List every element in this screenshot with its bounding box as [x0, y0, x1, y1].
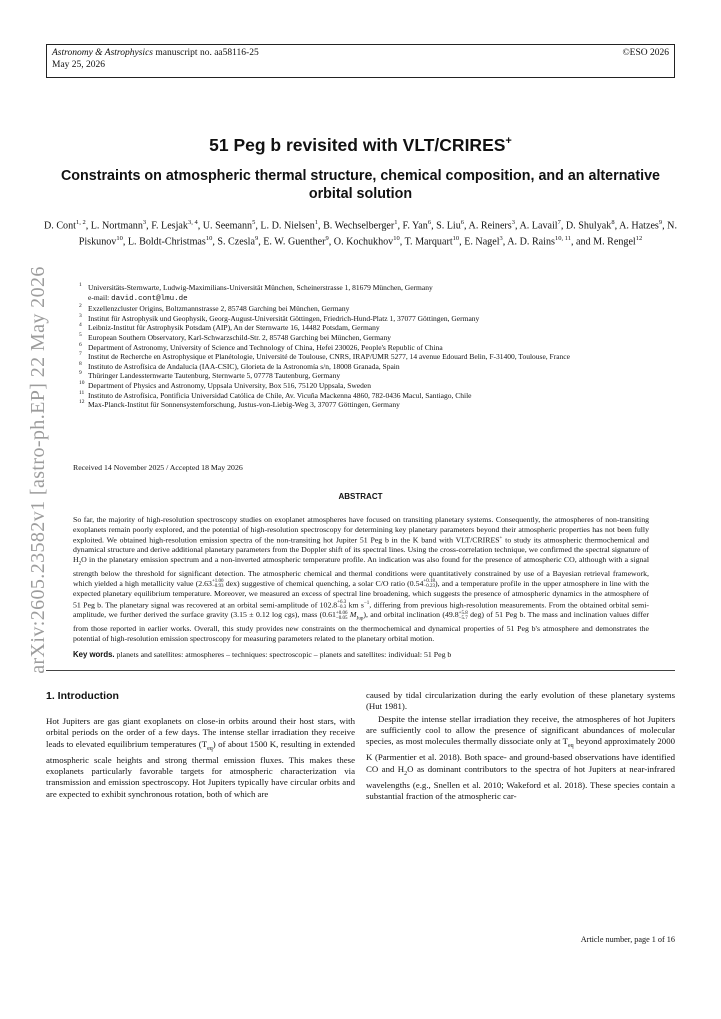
author: L. Nortmann — [90, 220, 143, 232]
affiliation-text: Institut de Recherche en Astrophysique et Planétologie, Université de Toulouse, CNRS, IRAP/UMR 5277, 14 avenue Edouard Belin, F-31400, Toulouse, France — [88, 352, 570, 362]
author: U. Seemann — [202, 220, 253, 232]
affiliation-number: 3 — [79, 312, 82, 319]
paragraph: Hot Jupiters are gas giant exoplanets on close-in orbits around their host stars, with orbital periods on the order of a few days. The intense stellar irradiation they receive leads to elevated equilibrium temperatures $(T_{eq})$ of about 1500 K, resulting in extended atmospheric scale heights and strong thermal emission fluxes. This makes these exoplanets particularly favorable targets for atmospheric characterization via transmission and emission spectroscopy. Hot Jupiters typically have circular orbits and are expected to exhibit synchronous rotation, both of which are — [46, 716, 355, 799]
section-heading-introduction: 1. Introduction — [46, 690, 119, 702]
author-affiliation-mark: 6 — [460, 219, 465, 226]
author-affiliation-mark: 7 — [557, 219, 561, 226]
arxiv-sidebar-id[interactable]: arXiv:2605.23582v1 [astro-ph.EP] 22 May 2026 — [27, 266, 49, 674]
author: A. Lavail — [519, 220, 558, 232]
author-list: D. Cont$^{1, 2}$, L. Nortmann$^3$, F. Lesjak$^{3, 4}$, U. Seemann$^5$, L. D. Nielsen$^1$, B. Wechselberger$^1$, F. Yan$^6$, S. Liu$^6$, A. Reiners$^3$, A. Lavail$^7$, D. Shulyak$^8$, A. Hatzes$^9$, N. Piskunov$^{10}$, L. Boldt-Christmas$^{10}$, S. Czesla$^9$, E. W. Guenther$^9$, O. Kochukhov$^{10}$, T. Marquart$^{10}$, E. Nagel$^3$, A. D. Rains$^{10, 11}$, and M. Rengel$^{12}$ — [43, 219, 677, 248]
affiliation-text: European Southern Observatory, Karl-Schwarzschild-Str. 2, 85748 Garching bei München, Germany — [88, 332, 391, 342]
affiliation — [79, 352, 679, 362]
author-affiliation-mark: 8 — [611, 219, 615, 226]
manuscript-line — [52, 47, 669, 59]
affiliation-text: Max-Planck-Institut für Sonnensystemforschung, Justus-von-Liebig-Weg 3, 37077 Göttingen, Germany — [88, 400, 400, 410]
author: D. Shulyak — [565, 220, 612, 232]
affiliation-number: 9 — [79, 370, 82, 377]
author-affiliation-mark: 3 — [511, 219, 515, 226]
keywords-label: Key words. — [73, 650, 115, 659]
author-affiliation-mark: 10 — [205, 235, 213, 243]
affiliation-text: Instituto de Astrofísica de Andalucía (IAA-CSIC), Glorieta de la Astronomía s/n, 18008 Granada, Spain — [88, 361, 400, 371]
author-affiliation-mark: 12 — [635, 235, 643, 243]
affiliation — [79, 314, 679, 324]
author: A. D. Rains — [507, 236, 555, 248]
author: F. Yan — [402, 220, 428, 232]
affiliation-number: 2 — [79, 303, 82, 310]
author-affiliation-mark: 6 — [427, 219, 432, 226]
abstract-heading: ABSTRACT — [338, 492, 383, 501]
author: S. Liu — [436, 220, 461, 232]
received-accepted-dates: Received 14 November 2025 / Accepted 18 May 2026 — [73, 463, 243, 472]
author-affiliation-mark: 10, 11 — [554, 235, 571, 243]
manuscript-header — [46, 44, 675, 78]
author-affiliation-mark: 3 — [499, 235, 503, 243]
manuscript-number: manuscript no. aa58116-25 — [152, 48, 259, 58]
affiliation — [79, 391, 679, 401]
affiliation — [79, 293, 679, 305]
paragraph: Despite the intense stellar irradiation they receive, the atmospheres of hot Jupiters are sufficiently cool to allow the presence of significant abundances of molecular species, as most molecules thermally dissociate only at $T_{eq}$ beyond approximately 2000 K (Parmentier et al. 2018). Both space- and ground-based observations have identified CO and $H_2O$ as dominant contributors to the spectra of hot Jupiters at near-infrared wavelengths (e.g., Snellen et al. 2010; Wakeford et al. 2018). These species contain a substantial fraction of the atmospheric car- — [366, 713, 675, 801]
author: F. Lesjak — [151, 220, 188, 232]
author: N. Piskunov — [78, 220, 677, 248]
author-affiliation-mark: 1 — [394, 219, 398, 226]
email-link[interactable]: david.cont@lmu.de — [111, 294, 188, 303]
affiliation-text: Thüringer Landessternwarte Tautenburg, Sternwarte 5, 07778 Tautenburg, Germany — [88, 371, 341, 381]
author: T. Marquart — [404, 236, 453, 248]
author: S. Czesla — [217, 236, 255, 248]
paragraph: caused by tidal circularization during the early evolution of these planetary systems (Hut 1981). — [366, 690, 675, 712]
affiliation-text: Department of Physics and Astronomy, Uppsala University, Box 516, 75120 Uppsala, Sweden — [88, 380, 371, 390]
author: B. Wechselberger — [323, 220, 395, 232]
affiliation — [79, 381, 679, 391]
affiliation-number: 1 — [79, 282, 82, 288]
keywords-text: planets and satellites: atmospheres – techniques: spectroscopic – planets and satellites: individual: 51 Peg b — [114, 650, 452, 659]
affiliation — [79, 343, 679, 353]
body-column-left — [46, 716, 355, 800]
affiliation — [79, 371, 679, 381]
author: A. Hatzes — [619, 220, 659, 232]
affiliation-text: Instituto de Astrofísica, Pontificia Universidad Católica de Chile, Av. Vicuña Mackenna 4860, 782-0436 Macul, Santiago, Chile — [88, 390, 472, 400]
affiliation-text: Universitäts-Sternwarte, Ludwig-Maximilians-Universität München, Scheinerstrasse 1, 81679 München, Germany — [88, 283, 433, 292]
journal-name: Astronomy & Astrophysics — [52, 48, 153, 58]
affiliation-text: Institut für Astrophysik und Geophysik, Georg-August-Universität Göttingen, Friedrich-Hund-Platz 1, 37077 Göttingen, Germany — [88, 313, 480, 323]
affiliation — [79, 362, 679, 372]
paper-subtitle: Constraints on atmospheric thermal structure, chemical composition, and an alternative orbital solution — [60, 168, 661, 202]
affiliation-text: Leibniz-Institut für Astrophysik Potsdam (AIP), An der Sternwarte 16, 14482 Potsdam, Germany — [88, 323, 380, 333]
author-affiliation-mark: 3, 4 — [187, 219, 198, 226]
manuscript-date: May 25, 2026 — [52, 60, 106, 70]
affiliation-number: 5 — [79, 331, 82, 338]
page-footer: Article number, page 1 of 16 — [580, 935, 675, 944]
author-affiliation-mark: 9 — [658, 219, 663, 226]
author: A. Reiners — [468, 220, 512, 232]
affiliation — [79, 400, 679, 410]
affiliation-number: 6 — [79, 341, 82, 348]
affiliation-number: 7 — [79, 351, 82, 358]
author-affiliation-mark: 1 — [314, 219, 319, 226]
keywords — [73, 650, 649, 659]
section-divider — [46, 670, 675, 671]
author-affiliation-mark: 10 — [116, 235, 123, 243]
affiliation-text: Department of Astronomy, University of Science and Technology of China, Hefei 230026, People's Republic of China — [88, 342, 443, 352]
author-affiliation-mark: 5 — [252, 219, 256, 226]
author: L. D. Nielsen — [260, 220, 315, 232]
author: D. Cont — [43, 220, 76, 232]
copyright: ©ESO 2026 — [622, 48, 669, 58]
author-affiliation-mark: 9 — [254, 235, 259, 243]
author: E. W. Guenther — [263, 236, 326, 248]
affiliation-text: e-mail: — [88, 292, 112, 302]
author-affiliation-mark: 10 — [452, 235, 460, 243]
body-column-right — [366, 690, 675, 802]
affiliation — [79, 283, 679, 293]
paper-title — [0, 135, 721, 156]
affiliation-number: 11 — [79, 389, 85, 396]
affiliation — [79, 333, 679, 343]
affiliation — [79, 323, 679, 333]
title-sup: + — [505, 135, 512, 148]
affiliation-number: 10 — [79, 379, 85, 386]
affiliation — [79, 304, 679, 314]
affiliation-number: 12 — [79, 399, 85, 406]
title-text: 51 Peg b revisited with VLT/CRIRES — [209, 135, 506, 155]
author-affiliation-mark: 1, 2 — [75, 219, 86, 226]
author: O. Kochukhov — [333, 236, 394, 248]
abstract-text: So far, the majority of high-resolution spectroscopy studies on exoplanet atmospheres have focused on transiting planetary systems. Consequently, the atmospheres of non-transiting exoplanets remain poorly explored, and the potential of high-resolution spectroscopy for determining key planetary parameters beyond their atmospheric properties has not been fully exploited. We obtained high-resolution emission spectra of the non-transiting hot Jupiter 51 Peg b in the K band with VLT/CRIRES+ to study its atmospheric thermochemical and dynamical structure and derive additional planetary parameters from the Doppler shift of its spectral lines. Using the cross-correlation technique, we confirmed the spectral signature of $H_2O$ in the planetary emission spectrum and a non-inverted atmospheric temperature profile. An indication was also found for the presence of atmospheric CO, although with a signal strength below the threshold for significant detection. The atmospheric chemical and thermal conditions were quantitatively constrained by use of a Bayesian retrieval framework, which yielded a high metallicity value (2.63 +1.00 −0.93 dex) suggestive of chemical quenching, a solar C/O ratio (0.54 +0.18 −0.23 ), and a temperature profile in the upper atmosphere in line with the expected planetary equilibrium temperature. Moreover, we measured an excess of spectral line broadening, which suggests the presence of atmospheric dynamics in the atmosphere of 51 Peg b. The planetary signal was recovered at an orbital semi-amplitude of 102.8 +6.3 −0.3 km $s^{-1}$, differing from previous high-resolution measurements. From the obtained orbital semi-amplitude, we further derived the surface gravity (3.15 ± 0.12 log cgs), mass (0.61 +0.06 −0.05 $M_{Jup}$), and orbital inclination (49.8 +5.8 −5.7 deg) of 51 Peg b. The mass and inclination values differ from those reported in earlier works. Overall, this study provides new constraints on the thermochemical and dynamical properties of 51 Peg b's atmosphere and demonstrates the potential of high-resolution emission spectroscopy for measuring parameters related to the planetary orbital motion. — [73, 515, 649, 644]
affiliation-text: Exzellenzcluster Origins, Boltzmannstrasse 2, 85748 Garching bei München, Germany — [88, 304, 350, 314]
author-affiliation-mark: 9 — [325, 235, 329, 243]
author-affiliation-mark: 10 — [393, 235, 400, 243]
affiliation-list — [79, 283, 679, 410]
author: L. Boldt-Christmas — [127, 236, 206, 248]
affiliation-number: 4 — [79, 322, 82, 329]
author-affiliation-mark: 3 — [142, 219, 147, 226]
author: E. Nagel — [464, 236, 500, 248]
author: M. Rengel — [593, 236, 636, 248]
affiliation-number: 8 — [79, 360, 82, 367]
